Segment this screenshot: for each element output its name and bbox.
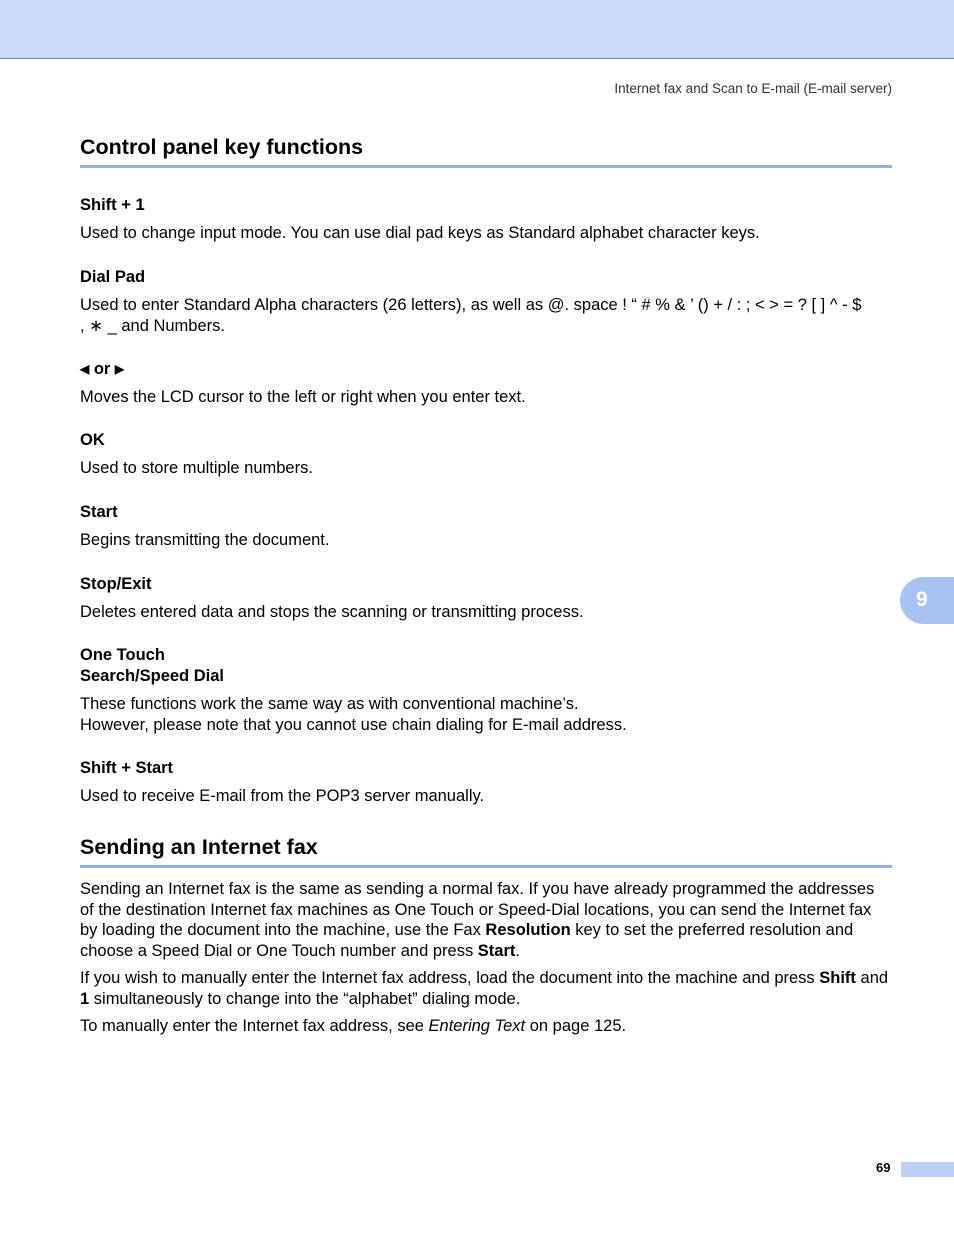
paragraph-sending-2: If you wish to manually enter the Internet fax address, load the document into the machine and press Shift and 1 simultaneously to change into the “alphabet” dialing mode. bbox=[80, 969, 889, 1008]
desc-shift-1: Used to change input mode. You can use dial pad keys as Standard alphabet character keys. bbox=[80, 224, 760, 242]
key-start: Start bbox=[80, 503, 118, 521]
right-triangle-icon: ▶ bbox=[114, 362, 125, 376]
desc-stop-exit: Deletes entered data and stops the scanning or transmitting process. bbox=[80, 603, 584, 621]
key-left-right-arrows bbox=[80, 359, 124, 380]
left-triangle-icon: ◀ bbox=[80, 362, 90, 376]
key-shift-1: Shift + 1 bbox=[80, 196, 145, 214]
key-stop-exit: Stop/Exit bbox=[80, 575, 152, 593]
running-header: Internet fax and Scan to E-mail (E-mail server) bbox=[614, 81, 892, 96]
key-ok: OK bbox=[80, 431, 105, 449]
key-dial-pad: Dial Pad bbox=[80, 268, 146, 286]
link-entering-text[interactable]: Entering Text bbox=[428, 1017, 526, 1035]
desc-start: Begins transmitting the document. bbox=[80, 531, 330, 549]
desc-dial-pad: Used to enter Standard Alpha characters (26 letters), as well as @. space ! “ # % & ’ () + / : ; < > = ? [ ] ^ - $ , ∗ _ and Numbers. bbox=[80, 296, 862, 335]
key-or-label: or bbox=[89, 360, 115, 378]
chapter-tab bbox=[900, 577, 954, 624]
page-number-bar bbox=[901, 1162, 954, 1177]
top-banner bbox=[0, 0, 954, 59]
paragraph-sending-1: Sending an Internet fax is the same as sending a normal fax. If you have already programmed the addresses of the destination Internet fax machines as One Touch or Speed-Dial locations, you can send the Internet fax by loading the document into the machine, use the Fax Resolution key to set the preferred resolution and choose a Speed Dial or One Touch number and press Start. bbox=[80, 880, 875, 960]
section-heading-sending-fax: Sending an Internet fax bbox=[80, 835, 892, 868]
desc-shift-start: Used to receive E-mail from the POP3 server manually. bbox=[80, 787, 485, 805]
page-number: 69 bbox=[876, 1160, 891, 1175]
desc-ok: Used to store multiple numbers. bbox=[80, 459, 313, 477]
paragraph-sending-3: To manually enter the Internet fax address, see Entering Text on page 125. bbox=[80, 1017, 627, 1035]
desc-arrows: Moves the LCD cursor to the left or right when you enter text. bbox=[80, 388, 526, 406]
key-one-touch: One Touch Search/Speed Dial bbox=[80, 646, 224, 685]
chapter-number: 9 bbox=[916, 588, 928, 611]
key-shift-start: Shift + Start bbox=[80, 759, 174, 777]
section-heading-control-panel: Control panel key functions bbox=[80, 135, 892, 168]
desc-one-touch: These functions work the same way as with conventional machine’s. However, please note that you cannot use chain dialing for E-mail address. bbox=[80, 695, 627, 734]
